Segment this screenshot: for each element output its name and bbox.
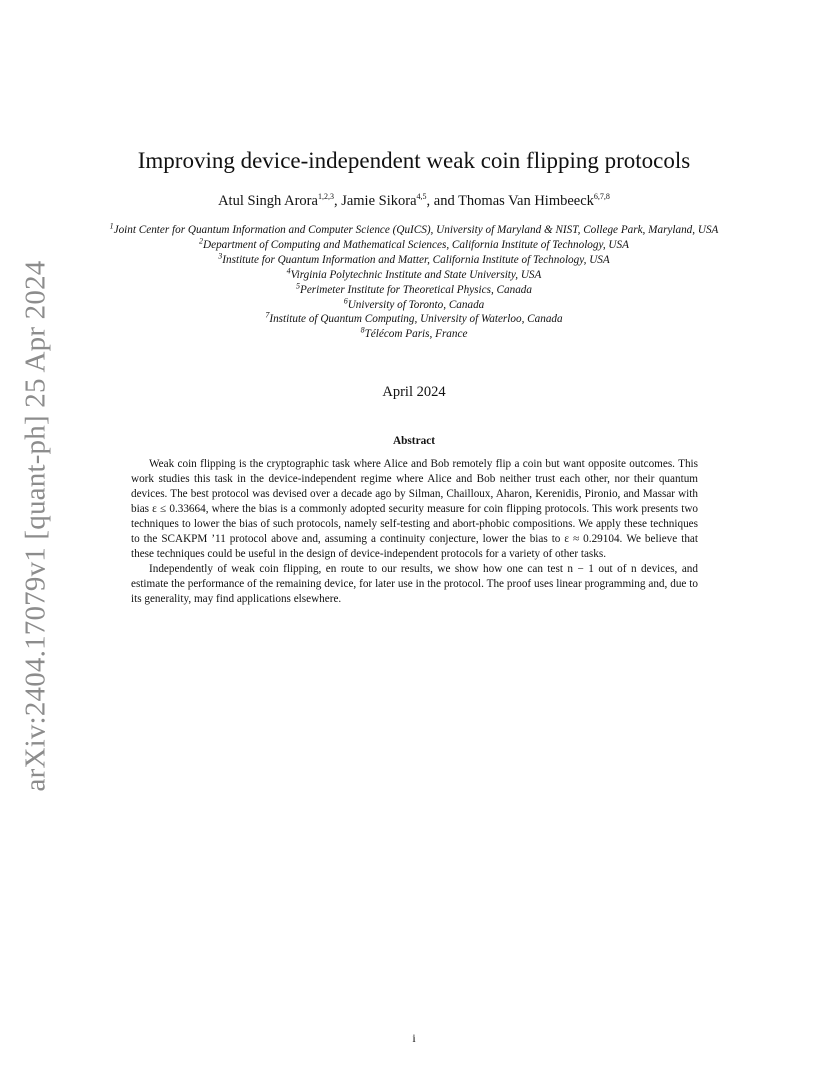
affiliation-item [104,312,724,327]
affiliation-number: 2 [199,236,204,246]
publication-date: April 2024 [382,384,446,400]
abstract-paragraph: Weak coin flipping is the cryptographic task where Alice and Bob remotely flip a coin but want opposite outcomes. This work studies this task in the device-independent regime where Alice and Bob neither trust each other, nor their quantum devices. The best protocol was devised over a decade ago by Silman, Chailloux, Aharon, Kerenidis, Pironio, and Massar with bias ε ≤ 0.33664, where the bias is a commonly adopted security measure for coin flipping protocols. This work presents two techniques to lower the bias of such protocols, namely self-testing and abort-phobic compositions. We apply these techniques to the SCAKPM ’11 protocol above and, assuming a continuity conjecture, lower the bias to ε ≈ 0.29104. We believe that these techniques could be useful in the design of device-independent protocols for a variety of other tasks. [131,458,698,560]
affiliation-number: 3 [218,251,223,261]
author-affiliation-marks: 1,2,3 [317,192,334,202]
affiliation-text: Virginia Polytechnic Institute and State University, USA [290,268,542,281]
affiliation-item [104,327,724,342]
author-affiliation-marks: 6,7,8 [593,192,610,202]
author-separator: , [333,193,342,209]
affiliation-number: 4 [286,265,291,275]
affiliation-item [104,238,724,253]
abstract-body [131,457,698,607]
author-name: Atul Singh Arora [218,193,318,209]
affiliation-number: 6 [343,295,348,305]
affiliation-item [104,295,724,313]
affiliation-item [104,253,724,268]
affiliation-text: Institute for Quantum Information and Matter, California Institute of Technology, USA [222,253,610,266]
affiliation-number: 8 [360,325,365,335]
author-name: Thomas Van Himbeeck [458,193,594,209]
author-separator: , and [426,193,459,209]
abstract-paragraph: Independently of weak coin flipping, en route to our results, we show how one can test n − 1 out of n devices, and estimate the performance of the remaining device, for later use in the protocol. The proof uses linear programming and, due to its generality, may find applications elsewhere. [131,562,698,605]
affiliation-item [104,223,724,238]
affiliation-number: 7 [265,310,270,320]
affiliation-text: Télécom Paris, France [364,328,468,341]
affiliation-text: Joint Center for Quantum Information and Computer Science (QuICS), University of Maryland & NIST, College Park, Maryland, USA [113,224,719,236]
arxiv-identifier: arXiv:2404.17079v1 [quant-ph] 25 Apr 2024 [19,260,52,792]
page-number: i [412,1031,416,1045]
author-affiliation-marks: 4,5 [416,192,427,202]
affiliation-text: University of Toronto, Canada [347,298,485,311]
paper-title: Improving device-independent weak coin flipping protocols [137,148,691,173]
affiliation-text: Institute of Quantum Computing, University of Waterloo, Canada [269,313,563,326]
affiliation-item [104,265,724,283]
affiliation-number: 5 [295,280,300,290]
abstract-heading: Abstract [392,435,436,447]
affiliation-item [104,280,724,298]
affiliation-text: Department of Computing and Mathematical Sciences, California Institute of Technology, USA [203,238,629,251]
affiliation-number: 1 [109,221,114,231]
affiliation-list [104,223,724,342]
author-list [0,191,828,211]
author-name: Jamie Sikora [341,193,417,209]
affiliation-text: Perimeter Institute for Theoretical Physics, Canada [299,283,532,296]
